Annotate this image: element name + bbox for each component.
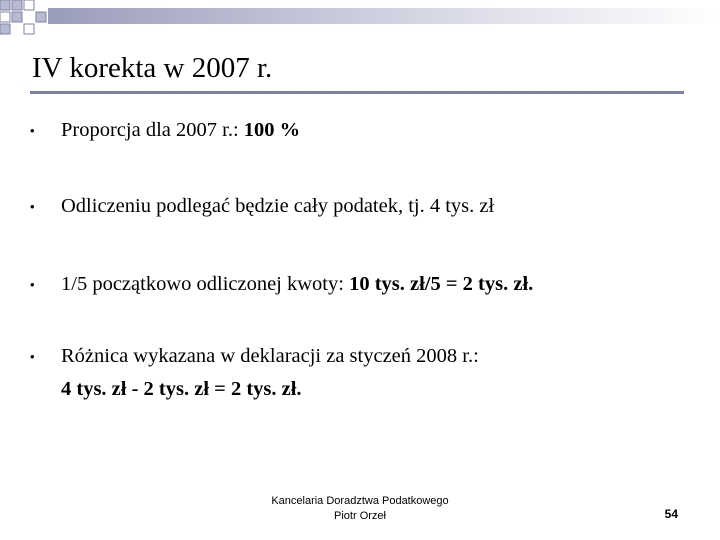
bullet-bold-value: 4 tys. zł - 2 tys. zł = 2 tys. zł. — [61, 378, 302, 400]
deco-square — [36, 12, 46, 22]
bullet-text: Proporcja dla 2007 r.: — [61, 119, 244, 141]
footer-company: Kancelaria Doradztwa Podatkowego — [271, 495, 449, 507]
header-gradient-band — [48, 8, 720, 24]
header-decoration — [0, 0, 720, 40]
deco-square — [0, 24, 10, 34]
footer — [240, 494, 480, 524]
deco-square — [12, 0, 22, 10]
deco-square — [24, 24, 34, 34]
slide-title: IV korekta w 2007 r. — [32, 52, 273, 84]
deco-square — [12, 12, 22, 22]
bullet-text: Odliczeniu podlegać będzie cały podatek, tj. 4 tys. zł — [61, 195, 495, 217]
deco-square — [24, 0, 34, 10]
bullet-bold-value: 10 tys. zł/5 = 2 tys. zł. — [349, 273, 534, 295]
bullet-item — [30, 342, 479, 403]
bullet-text: Różnica wykazana w deklaracji za styczeń 2008 r.: — [61, 345, 479, 367]
bullet-dot: • — [30, 277, 35, 292]
bullet-dot: • — [30, 199, 35, 214]
bullet-item — [30, 270, 533, 298]
bullet-dot: • — [30, 123, 35, 138]
footer-author: Piotr Orzeł — [334, 510, 386, 522]
bullet-item — [30, 192, 494, 220]
bullet-text: 1/5 początkowo odliczonej kwoty: — [61, 273, 350, 295]
bullet-bold-value: 100 % — [243, 119, 301, 141]
deco-square — [0, 12, 10, 22]
bullet-dot: • — [30, 349, 35, 364]
page-number: 54 — [664, 507, 678, 521]
deco-square — [0, 0, 10, 10]
bullet-item — [30, 116, 300, 144]
title-underline — [30, 91, 684, 94]
